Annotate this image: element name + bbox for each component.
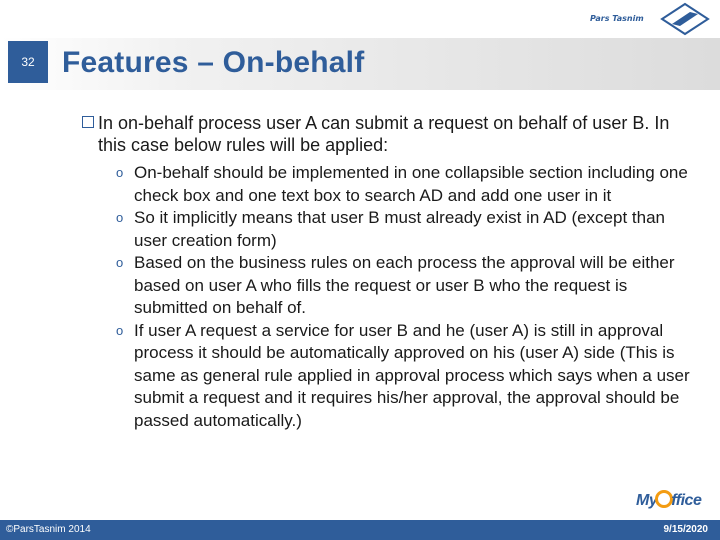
list-item-text: On-behalf should be implemented in one collapsible section including one check box and one text box to search AD and add one user in it [134, 163, 688, 205]
logo-emblem-icon [660, 2, 710, 36]
slide-title: Features – On-behalf [62, 46, 365, 79]
slide-content [82, 112, 698, 432]
footer-copyright: ©ParsTasnim 2014 [6, 524, 91, 535]
list-item [116, 252, 698, 320]
circle-bullet-icon: o [116, 165, 124, 180]
circle-bullet-icon: o [116, 255, 124, 270]
logo-company-name: Pars Tasnim [590, 14, 644, 23]
list-item-text: If user A request a service for user B and he (user A) is still in approval process it should be automatically approved on his (user A) side (This is same as general rule applied in approval process which says when a user submit a request and it requires his/her approval, the approval should be passed automatically.) [134, 320, 690, 430]
myoffice-logo [634, 482, 714, 516]
circle-bullet-icon: o [116, 322, 124, 338]
sub-bullet-list [82, 162, 698, 432]
footer-date: 9/15/2020 [663, 524, 708, 535]
intro-text: In on-behalf process user A can submit a request on behalf of user B. In this case below rules will be applied: [98, 113, 670, 155]
myoffice-logo-text [636, 490, 701, 510]
brand-prefix: My [636, 492, 658, 509]
footer-bar [0, 520, 720, 540]
list-item [116, 162, 698, 207]
circle-bullet-icon: o [116, 210, 124, 225]
list-item [116, 207, 698, 252]
slide-number [8, 41, 48, 83]
list-item-text: Based on the business rules on each process the approval will be either based on user A who fills the request or user B who the request is submitted on behalf of. [134, 253, 675, 317]
list-item-text: So it implicitly means that user B must already exist in AD (except than user creation form) [134, 208, 666, 250]
list-item [116, 320, 698, 433]
box-bullet-icon [82, 116, 94, 128]
brand-suffix: ffice [671, 492, 702, 509]
slide-number-label: 32 [21, 55, 35, 69]
main-bullet [82, 112, 698, 156]
pars-tasnim-logo [590, 2, 710, 36]
